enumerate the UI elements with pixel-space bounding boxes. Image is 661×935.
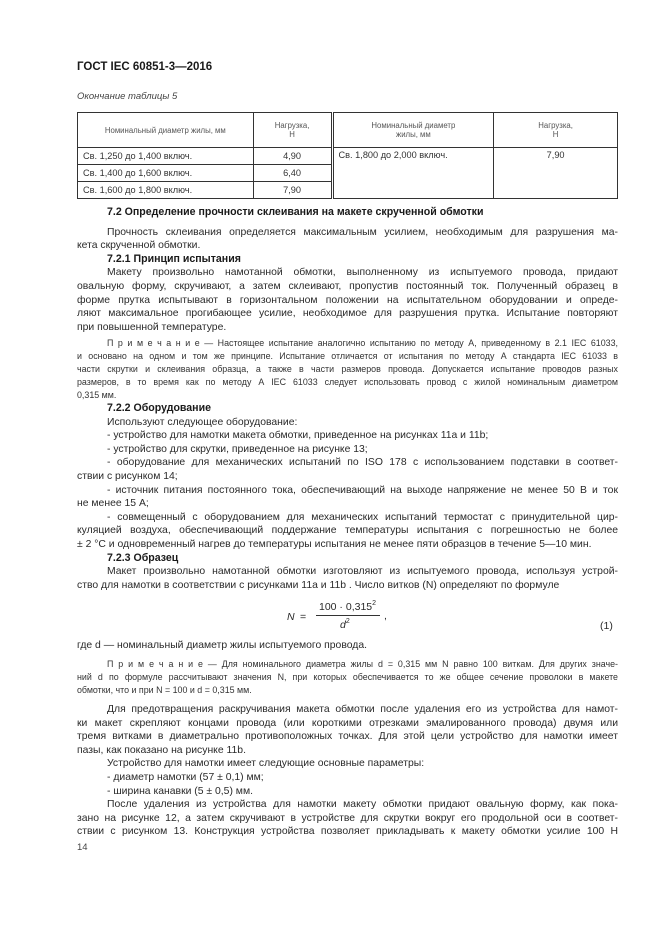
paragraph xyxy=(77,416,618,430)
paragraph xyxy=(77,639,618,653)
cell-load: 7,90 xyxy=(494,148,618,199)
text-line: части скрутки и склеивания образца, а также в части размеров провода. Допускается испытание проводов разных xyxy=(77,364,618,374)
text-line: обмотки, что и при N = 100 и d = 0,315 мм. xyxy=(77,685,252,695)
cell-diameter: Св. 1,400 до 1,600 включ. xyxy=(78,165,254,182)
text-line: 0,315 мм. xyxy=(77,390,117,400)
document-title: ГОСТ IEC 60851-3—2016 xyxy=(77,61,213,73)
paragraph xyxy=(77,703,618,757)
list-item xyxy=(77,429,618,443)
formula-comma: , xyxy=(384,610,387,622)
text-line: После удаления из устройства для намотки макету обмотки придают овальную форму, как пока- xyxy=(107,799,618,811)
text-line: - устройство для скрутки, приведенное на рисунке 13; xyxy=(107,443,368,455)
list-item xyxy=(77,771,618,785)
header-diameter-2 xyxy=(332,113,494,148)
text-line: - ширина канавки (5 ± 0,5) мм. xyxy=(107,785,253,797)
text-line: ний d по формуле рассчитывают значения N, при которых обеспечивается то же общее сечение проволоки в макете xyxy=(77,672,618,682)
formula-numerator xyxy=(319,600,376,613)
list-item xyxy=(77,484,618,511)
list-item xyxy=(77,443,618,457)
cell-load: 7,90 xyxy=(253,182,332,199)
text-line: при повышенной температуре. xyxy=(77,321,227,333)
cell-load: 6,40 xyxy=(253,165,332,182)
text-line: размеров, в то время как по методу А IEC 61033 следует использовать провод с жилой номинальным диаметром xyxy=(77,377,618,387)
paragraph xyxy=(77,565,618,592)
text-line: не менее 15 А; xyxy=(77,498,149,510)
cell-diameter: Св. 1,600 до 1,800 включ. xyxy=(78,182,254,199)
text-line: Устройство для намотки имеет следующие основные параметры: xyxy=(107,758,425,770)
header-load-2 xyxy=(494,113,618,148)
table-caption: Окончание таблицы 5 xyxy=(77,91,178,102)
note-paragraph xyxy=(77,658,618,697)
formula-denominator xyxy=(340,618,350,631)
header-diameter xyxy=(78,113,254,148)
text-line: - устройство для намотки макета обмотки, приведенное на рисунках 11а и 11b; xyxy=(107,430,489,442)
table-row xyxy=(78,148,618,165)
section-heading: 7.2.3 Образец xyxy=(107,551,179,564)
text-line: куляцией воздуха, обеспечивающий поддержание температуры испытания с погрешностью не более xyxy=(77,525,618,537)
denominator-exponent: 2 xyxy=(345,618,350,625)
list-item xyxy=(77,511,618,552)
header-text: Нагрузка, Н xyxy=(274,121,310,139)
text-line: ляют максимальное прогибающее усилие, необходимое для разрушения прутка. Испытание повторяют xyxy=(77,308,618,320)
text-line: пазы, как показано на рисунке 11b. xyxy=(77,744,246,756)
header-text: Номинальный диаметр жилы, мм xyxy=(104,125,226,135)
text-line: - диаметр намотки (57 ± 0,1) мм; xyxy=(107,771,264,783)
numerator-text: 100 · 0,315 xyxy=(319,601,373,613)
equation-number: (1) xyxy=(600,620,613,632)
text-line: - источник питания постоянного тока, обеспечивающий на выходе напряжение не менее 50 В и ток xyxy=(107,484,618,496)
text-line: Прочность склеивания определяется максимальным усилием, необходимым для разрушения ма- xyxy=(107,226,618,238)
text-line: ство для намотки в соответствии с рисунками 11а и 11b . Число витков (N) определяют по формуле xyxy=(77,579,560,591)
text-line: зано на рисунке 12, а затем скручивают в устройстве для скрутки вокруг его продольной оси в соответ- xyxy=(77,812,618,824)
text-line: ± 2 °C и одновременный нагрев до температуры испытания не менее пяти образцов в течение 5—10 мин. xyxy=(77,538,592,550)
where-clause xyxy=(77,639,618,653)
text-line: и основано на одном и том же принципе. Испытание отличается от испытания по методу А стандарта IEC 61033 в xyxy=(77,351,618,361)
header-text: Номинальный диаметр жилы, мм xyxy=(371,121,456,139)
note-1 xyxy=(77,337,618,402)
paragraph xyxy=(77,757,618,771)
fraction-bar xyxy=(316,615,380,616)
text-line: - совмещенный с оборудованием для механических испытаний термостат с принудительной цир- xyxy=(107,511,618,523)
section-7-2 xyxy=(77,206,618,334)
text-line: Используют следующее оборудование: xyxy=(107,416,298,428)
text-line: кета скрученной обмотки. xyxy=(77,240,201,252)
page-number: 14 xyxy=(77,842,88,853)
section-heading: 7.2 Определение прочности склеивания на макете скрученной обмотки xyxy=(107,206,484,218)
text-line: форме прутка испытывают в горизонтальном положении на испытательном оборудовании и опреде- xyxy=(77,294,618,306)
text-line: - оборудование для механических испытаний по ISO 178 с использованием подставки в соответ- xyxy=(107,457,618,469)
text-line: Макет произвольно намотанной обмотки изготовляют из испытуемого провода, используя устрой- xyxy=(107,566,618,578)
load-table xyxy=(77,112,618,199)
text-line: ствии с рисунком 13. Конструкция устройства позволяет прикладывать к макету обмотки усилие 100 Н xyxy=(77,826,618,838)
list-item xyxy=(77,785,618,799)
section-7-2-2 xyxy=(77,402,618,592)
text-line: Макету произвольно намотанной обмотки, выполненному из испытуемого провода, придают xyxy=(107,267,618,279)
tail-section xyxy=(77,703,618,839)
note-2 xyxy=(77,658,618,697)
paragraph xyxy=(77,266,618,334)
text-line: П р и м е ч а н и е — Для номинального диаметра жилы d = 0,315 мм N равно 100 виткам. Для других значе- xyxy=(107,659,618,669)
paragraph xyxy=(77,798,618,839)
formula-1 xyxy=(0,596,661,636)
text-line: П р и м е ч а н и е — Настоящее испытание аналогично испытанию по методу А, приведенному в 2.1 IEC 61033, xyxy=(107,338,618,348)
header-text: Нагрузка, Н xyxy=(538,121,573,139)
text-line: ки макет скрепляют концами провода (или короткими отрезками эмалированного провода) двумя или xyxy=(77,717,618,729)
header-load xyxy=(253,113,332,148)
paragraph xyxy=(77,226,618,253)
text-line: где d — номинальный диаметр жилы испытуемого провода. xyxy=(77,640,368,651)
table-header-row xyxy=(78,113,618,148)
formula-lhs: N xyxy=(287,611,295,623)
note-paragraph xyxy=(77,337,618,402)
section-heading: 7.2.2 Оборудование xyxy=(107,402,211,414)
denominator-text: d xyxy=(340,619,346,631)
section-heading: 7.2.1 Принцип испытания xyxy=(107,252,241,265)
list-item xyxy=(77,456,618,483)
cell-diameter: Св. 1,250 до 1,400 включ. xyxy=(78,148,254,165)
numerator-exponent: 2 xyxy=(372,600,377,607)
text-line: овальную форму, скручивают, а затем склеивают, пропустив постоянный ток. Полученный образец в xyxy=(77,280,618,292)
cell-load: 4,90 xyxy=(253,148,332,165)
formula-equals: = xyxy=(300,611,307,623)
text-line: тремя витками в диаметрально противоположных точках. Для этой цели устройство для намотки имеет xyxy=(77,731,618,743)
text-line: ствии с рисунком 14; xyxy=(77,470,178,482)
cell-diameter: Св. 1,800 до 2,000 включ. xyxy=(332,148,494,199)
text-line: Для предотвращения раскручивания макета обмотки после удаления его из устройства для намот- xyxy=(107,704,618,715)
